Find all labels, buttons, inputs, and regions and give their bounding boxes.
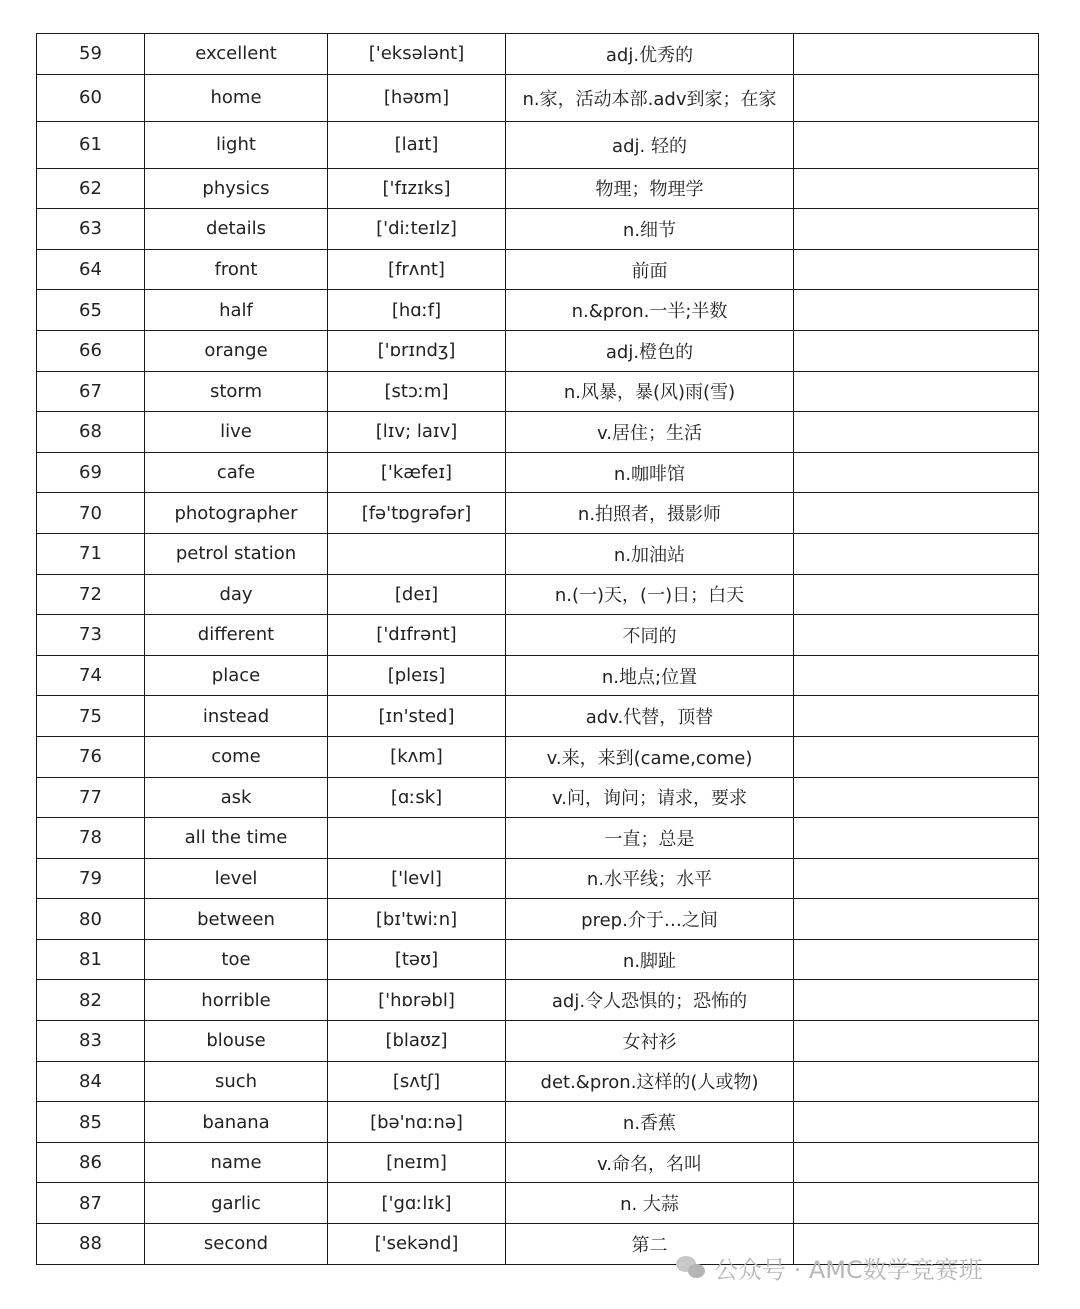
notes-cell xyxy=(794,736,1039,777)
word-cell: horrible xyxy=(145,980,328,1021)
row-number: 62 xyxy=(37,168,145,209)
word-cell: physics xyxy=(145,168,328,209)
phonetic-cell: [təʊ] xyxy=(328,939,506,980)
row-number: 81 xyxy=(37,939,145,980)
notes-cell xyxy=(794,34,1039,75)
vocabulary-table xyxy=(36,33,1039,1265)
notes-cell xyxy=(794,655,1039,696)
definition-cell: det.&pron.这样的(人或物) xyxy=(506,1061,794,1102)
definition-cell: adj.橙色的 xyxy=(506,330,794,371)
phonetic-cell: [blaʊz] xyxy=(328,1021,506,1062)
word-cell: such xyxy=(145,1061,328,1102)
table-row xyxy=(37,121,1039,168)
definition-cell: n.地点;位置 xyxy=(506,655,794,696)
word-cell: day xyxy=(145,574,328,615)
definition-cell: n.咖啡馆 xyxy=(506,452,794,493)
definition-cell: adj.令人恐惧的；恐怖的 xyxy=(506,980,794,1021)
word-cell: home xyxy=(145,74,328,121)
row-number: 64 xyxy=(37,249,145,290)
table-row xyxy=(37,290,1039,331)
notes-cell xyxy=(794,412,1039,453)
phonetic-cell: [laɪt] xyxy=(328,121,506,168)
definition-cell: 女衬衫 xyxy=(506,1021,794,1062)
definition-cell: n.水平线；水平 xyxy=(506,858,794,899)
phonetic-cell: [ɑːsk] xyxy=(328,777,506,818)
table-row xyxy=(37,1021,1039,1062)
wechat-icon xyxy=(676,1254,706,1280)
table-row xyxy=(37,696,1039,737)
definition-cell: n.细节 xyxy=(506,209,794,250)
table-row xyxy=(37,412,1039,453)
definition-cell: 物理；物理学 xyxy=(506,168,794,209)
notes-cell xyxy=(794,533,1039,574)
notes-cell xyxy=(794,290,1039,331)
definition-cell: n. 大蒜 xyxy=(506,1183,794,1224)
word-cell: details xyxy=(145,209,328,250)
notes-cell xyxy=(794,899,1039,940)
phonetic-cell: [fə'tɒgrəfər] xyxy=(328,493,506,534)
word-cell: excellent xyxy=(145,34,328,75)
row-number: 87 xyxy=(37,1183,145,1224)
definition-cell: adj.优秀的 xyxy=(506,34,794,75)
word-cell: second xyxy=(145,1224,328,1265)
table-row xyxy=(37,330,1039,371)
notes-cell xyxy=(794,1183,1039,1224)
row-number: 77 xyxy=(37,777,145,818)
row-number: 82 xyxy=(37,980,145,1021)
row-number: 68 xyxy=(37,412,145,453)
notes-cell xyxy=(794,939,1039,980)
row-number: 69 xyxy=(37,452,145,493)
notes-cell xyxy=(794,696,1039,737)
phonetic-cell: [neɪm] xyxy=(328,1142,506,1183)
definition-cell: n.家，活动本部.adv到家；在家 xyxy=(506,74,794,121)
notes-cell xyxy=(794,818,1039,859)
definition-cell: 一直；总是 xyxy=(506,818,794,859)
definition-cell: n.香蕉 xyxy=(506,1102,794,1143)
phonetic-cell: ['hɒrəbl] xyxy=(328,980,506,1021)
row-number: 84 xyxy=(37,1061,145,1102)
row-number: 85 xyxy=(37,1102,145,1143)
definition-cell: v.居住；生活 xyxy=(506,412,794,453)
word-cell: name xyxy=(145,1142,328,1183)
notes-cell xyxy=(794,777,1039,818)
table-row xyxy=(37,1102,1039,1143)
table-row xyxy=(37,34,1039,75)
row-number: 63 xyxy=(37,209,145,250)
row-number: 59 xyxy=(37,34,145,75)
phonetic-cell: [bə'nɑːnə] xyxy=(328,1102,506,1143)
word-cell: different xyxy=(145,615,328,656)
row-number: 80 xyxy=(37,899,145,940)
notes-cell xyxy=(794,209,1039,250)
definition-cell: v.命名，名叫 xyxy=(506,1142,794,1183)
definition-cell: 第二 xyxy=(506,1224,794,1265)
definition-cell: n.&pron.一半;半数 xyxy=(506,290,794,331)
notes-cell xyxy=(794,858,1039,899)
row-number: 72 xyxy=(37,574,145,615)
table-row xyxy=(37,777,1039,818)
word-cell: instead xyxy=(145,696,328,737)
phonetic-cell: ['fɪzɪks] xyxy=(328,168,506,209)
phonetic-cell: ['gɑːlɪk] xyxy=(328,1183,506,1224)
table-row xyxy=(37,452,1039,493)
definition-cell: n.拍照者，摄影师 xyxy=(506,493,794,534)
word-cell: place xyxy=(145,655,328,696)
table-row xyxy=(37,858,1039,899)
word-cell: ask xyxy=(145,777,328,818)
phonetic-cell: ['dɪfrənt] xyxy=(328,615,506,656)
phonetic-cell xyxy=(328,533,506,574)
table-row xyxy=(37,533,1039,574)
word-cell: petrol station xyxy=(145,533,328,574)
phonetic-cell: [stɔːm] xyxy=(328,371,506,412)
table-row xyxy=(37,615,1039,656)
row-number: 74 xyxy=(37,655,145,696)
row-number: 78 xyxy=(37,818,145,859)
watermark xyxy=(676,1250,983,1284)
table-row xyxy=(37,574,1039,615)
table-row xyxy=(37,168,1039,209)
definition-cell: adj. 轻的 xyxy=(506,121,794,168)
word-cell: front xyxy=(145,249,328,290)
definition-cell: v.来，来到(came,come) xyxy=(506,736,794,777)
notes-cell xyxy=(794,1061,1039,1102)
notes-cell xyxy=(794,452,1039,493)
notes-cell xyxy=(794,493,1039,534)
phonetic-cell: [həʊm] xyxy=(328,74,506,121)
phonetic-cell: [kʌm] xyxy=(328,736,506,777)
notes-cell xyxy=(794,74,1039,121)
table-row xyxy=(37,655,1039,696)
notes-cell xyxy=(794,1021,1039,1062)
row-number: 67 xyxy=(37,371,145,412)
table-row xyxy=(37,371,1039,412)
notes-cell xyxy=(794,168,1039,209)
phonetic-cell: ['sekənd] xyxy=(328,1224,506,1265)
notes-cell xyxy=(794,371,1039,412)
word-cell: cafe xyxy=(145,452,328,493)
row-number: 60 xyxy=(37,74,145,121)
phonetic-cell xyxy=(328,818,506,859)
table-row xyxy=(37,1142,1039,1183)
definition-cell: 前面 xyxy=(506,249,794,290)
phonetic-cell: [bɪ'twiːn] xyxy=(328,899,506,940)
row-number: 71 xyxy=(37,533,145,574)
phonetic-cell: [frʌnt] xyxy=(328,249,506,290)
word-cell: light xyxy=(145,121,328,168)
vocabulary-table-body xyxy=(37,34,1039,1265)
table-row xyxy=(37,249,1039,290)
row-number: 61 xyxy=(37,121,145,168)
notes-cell xyxy=(794,1142,1039,1183)
table-row xyxy=(37,1183,1039,1224)
phonetic-cell: [sʌtʃ] xyxy=(328,1061,506,1102)
row-number: 83 xyxy=(37,1021,145,1062)
definition-cell: adv.代替，顶替 xyxy=(506,696,794,737)
row-number: 79 xyxy=(37,858,145,899)
table-row xyxy=(37,1061,1039,1102)
notes-cell xyxy=(794,1102,1039,1143)
row-number: 65 xyxy=(37,290,145,331)
table-row xyxy=(37,939,1039,980)
word-cell: come xyxy=(145,736,328,777)
word-cell: live xyxy=(145,412,328,453)
table-row xyxy=(37,980,1039,1021)
phonetic-cell: ['diːteɪlz] xyxy=(328,209,506,250)
watermark-text: 公众号 · AMC数学竞赛班 xyxy=(714,1255,983,1284)
phonetic-cell: [deɪ] xyxy=(328,574,506,615)
definition-cell: n.脚趾 xyxy=(506,939,794,980)
definition-cell: 不同的 xyxy=(506,615,794,656)
notes-cell xyxy=(794,330,1039,371)
notes-cell xyxy=(794,121,1039,168)
row-number: 73 xyxy=(37,615,145,656)
table-row xyxy=(37,493,1039,534)
phonetic-cell: [ɪn'sted] xyxy=(328,696,506,737)
notes-cell xyxy=(794,615,1039,656)
definition-cell: n.加油站 xyxy=(506,533,794,574)
table-row xyxy=(37,818,1039,859)
word-cell: toe xyxy=(145,939,328,980)
table-row xyxy=(37,74,1039,121)
phonetic-cell: ['ɒrɪndʒ] xyxy=(328,330,506,371)
row-number: 86 xyxy=(37,1142,145,1183)
definition-cell: v.问，询问；请求，要求 xyxy=(506,777,794,818)
definition-cell: n.风暴，暴(风)雨(雪) xyxy=(506,371,794,412)
word-cell: storm xyxy=(145,371,328,412)
notes-cell xyxy=(794,574,1039,615)
phonetic-cell: ['eksələnt] xyxy=(328,34,506,75)
notes-cell xyxy=(794,980,1039,1021)
word-cell: half xyxy=(145,290,328,331)
word-cell: orange xyxy=(145,330,328,371)
definition-cell: n.(一)天，(一)日；白天 xyxy=(506,574,794,615)
phonetic-cell: [lɪv; laɪv] xyxy=(328,412,506,453)
word-cell: blouse xyxy=(145,1021,328,1062)
table-row xyxy=(37,899,1039,940)
phonetic-cell: [pleɪs] xyxy=(328,655,506,696)
word-cell: level xyxy=(145,858,328,899)
word-cell: photographer xyxy=(145,493,328,534)
table-row xyxy=(37,736,1039,777)
word-cell: banana xyxy=(145,1102,328,1143)
definition-cell: prep.介于…之间 xyxy=(506,899,794,940)
row-number: 88 xyxy=(37,1224,145,1265)
notes-cell xyxy=(794,249,1039,290)
word-cell: all the time xyxy=(145,818,328,859)
phonetic-cell: ['levl] xyxy=(328,858,506,899)
row-number: 66 xyxy=(37,330,145,371)
row-number: 76 xyxy=(37,736,145,777)
word-cell: garlic xyxy=(145,1183,328,1224)
phonetic-cell: [hɑːf] xyxy=(328,290,506,331)
row-number: 70 xyxy=(37,493,145,534)
phonetic-cell: ['kæfeɪ] xyxy=(328,452,506,493)
word-cell: between xyxy=(145,899,328,940)
table-row xyxy=(37,209,1039,250)
row-number: 75 xyxy=(37,696,145,737)
